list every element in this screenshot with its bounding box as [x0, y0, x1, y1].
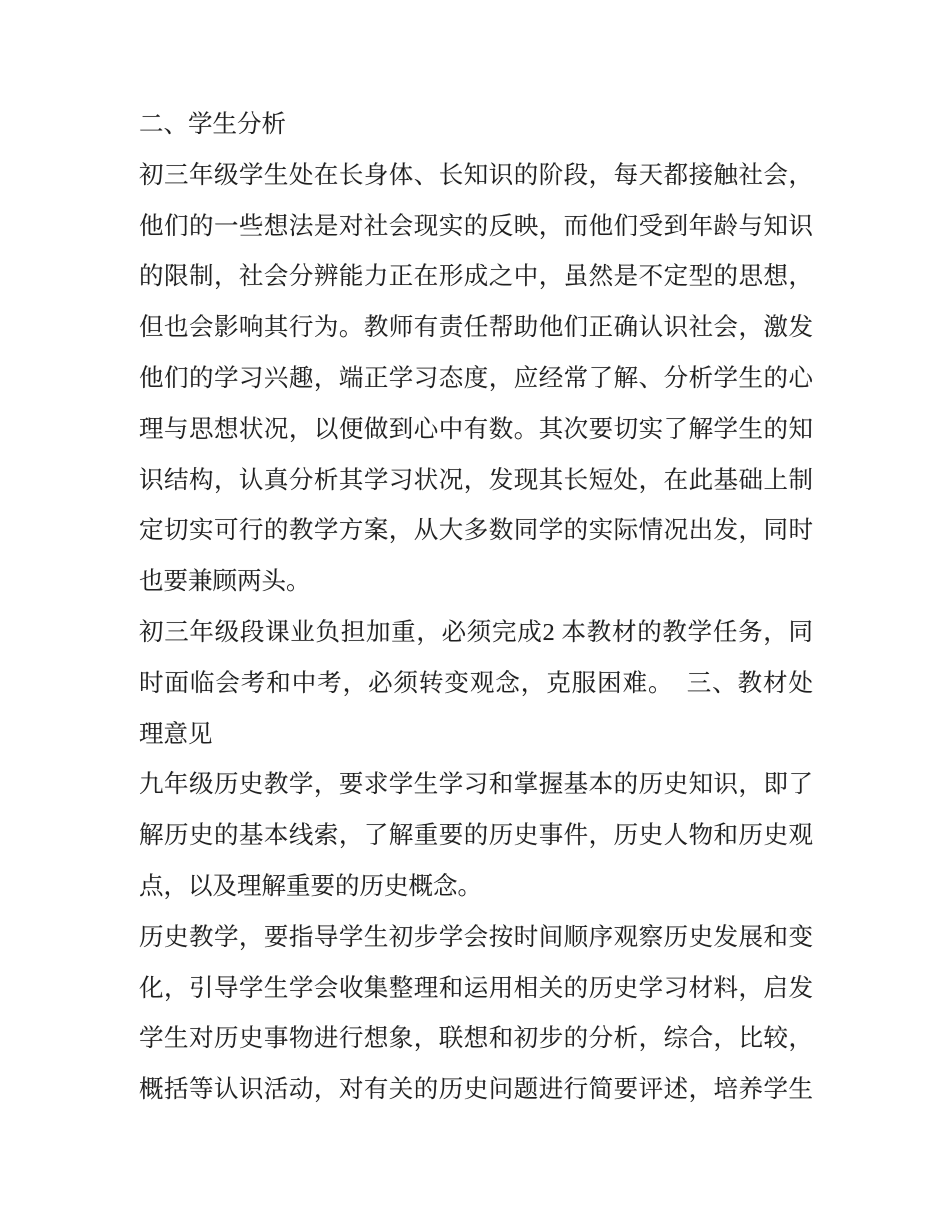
text-line: 历史教学，要指导学生初步学会按时间顺序观察历史发展和变 — [139, 923, 813, 951]
section-heading-continued: 理意见 — [139, 720, 213, 748]
text-line: 他们的学习兴趣，端正学习态度，应经常了解、分析学生的心 — [139, 364, 813, 392]
text-line: 九年级历史教学，要求学生学习和掌握基本的历史知识，即了 — [139, 771, 813, 799]
text-line: 也要兼顾两头。 — [139, 568, 311, 596]
text-line: 时面临会考和中考，必须转变观念，克服困难。 三、教材处 — [139, 669, 813, 697]
text-line: 概括等认识活动，对有关的历史问题进行简要评述，培养学生 — [139, 1076, 813, 1104]
text-line: 学生对历史事物进行想象，联想和初步的分析，综合，比较， — [139, 1025, 813, 1053]
text-line: 的限制，社会分辨能力正在形成之中，虽然是不定型的思想， — [139, 263, 813, 291]
text-line: 定切实可行的教学方案，从大多数同学的实际情况出发，同时 — [139, 517, 813, 545]
text-line: 点，以及理解重要的历史概念。 — [139, 872, 482, 900]
text-column — [139, 100, 813, 1116]
text-line: 但也会影响其行为。教师有责任帮助他们正确认识社会，激发 — [139, 314, 813, 342]
section-heading: 二、学生分析 — [139, 111, 286, 138]
text-line: 初三年级段课业负担加重，必须完成2 本教材的教学任务，同 — [139, 618, 813, 646]
text-line: 解历史的基本线索，了解重要的历史事件，历史人物和历史观 — [139, 822, 813, 850]
text-line: 识结构，认真分析其学习状况，发现其长短处，在此基础上制 — [139, 466, 813, 494]
text-line: 化，引导学生学会收集整理和运用相关的历史学习材料，启发 — [139, 974, 813, 1002]
text-line: 理与思想状况，以便做到心中有数。其次要切实了解学生的知 — [139, 415, 813, 443]
text-line: 初三年级学生处在长身体、长知识的阶段，每天都接触社会， — [139, 161, 813, 189]
text-line: 他们的一些想法是对社会现实的反映，而他们受到年龄与知识 — [139, 212, 813, 240]
